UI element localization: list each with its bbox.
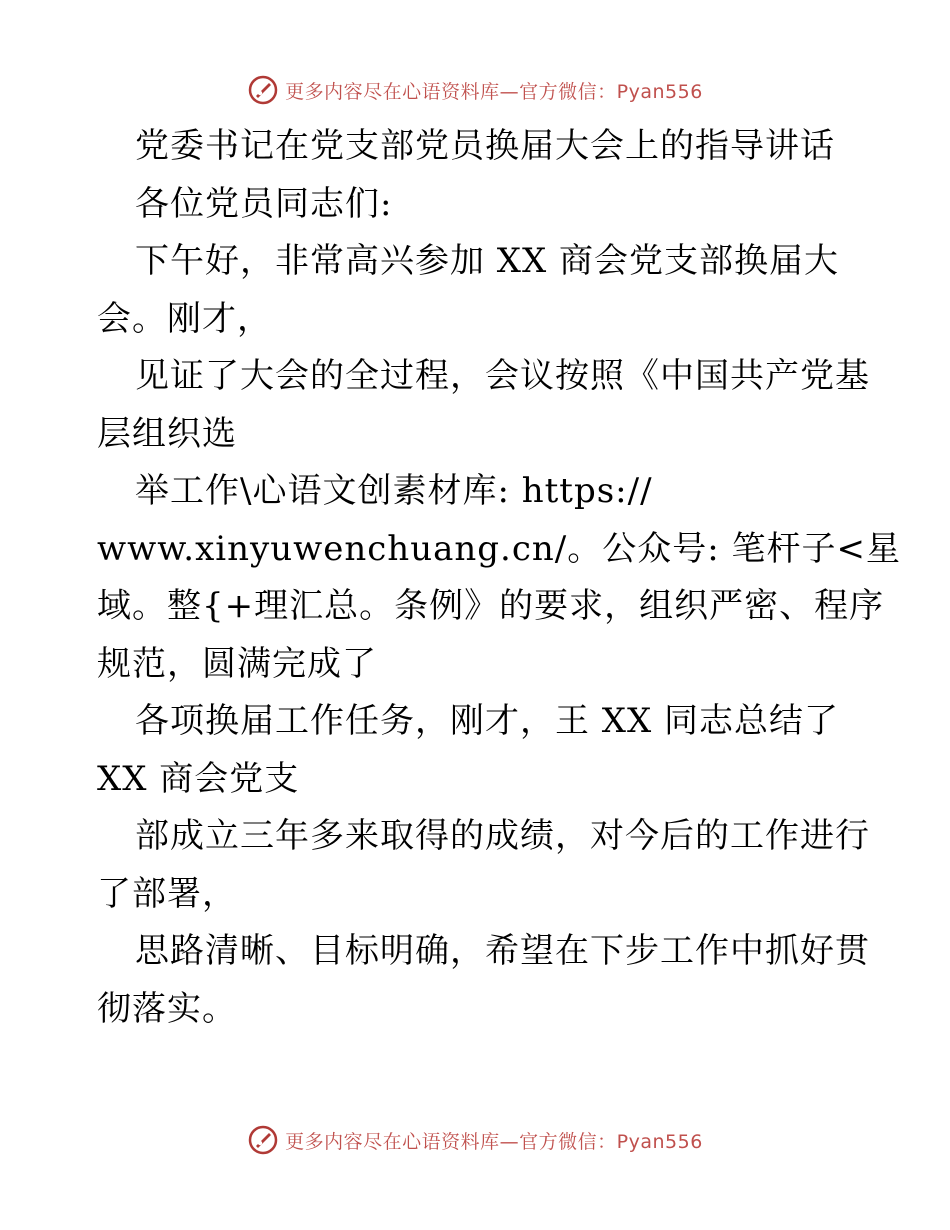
paragraph-line: 下午好，非常高兴参加 XX 商会党支部换届大	[135, 241, 840, 281]
brand-logo-icon	[247, 1124, 279, 1156]
header-banner-text: 更多内容尽在心语资料库—官方微信：Pyan556	[285, 80, 703, 103]
brand-logo-icon	[247, 74, 279, 106]
paragraph-line: 部成立三年多来取得的成绩，对今后的工作进行	[135, 816, 870, 856]
paragraph-line: 彻落实。	[97, 988, 237, 1029]
footer-banner-text: 更多内容尽在心语资料库—官方微信：Pyan556	[285, 1130, 703, 1153]
paragraph-line: 思路清晰、目标明确，希望在下步工作中抓好贯	[135, 931, 870, 971]
paragraph-line: 层组织选	[97, 413, 237, 454]
salutation: 各位党员同志们:	[135, 183, 393, 224]
header-banner	[0, 70, 950, 110]
document-body	[97, 118, 901, 1038]
footer-banner	[0, 1120, 950, 1160]
paragraph-line: 各项换届工作任务，刚才，王 XX 同志总结了	[135, 701, 840, 741]
paragraph-line: 域。整{+理汇总。条例》的要求，组织严密、程序	[97, 586, 885, 626]
paragraph-line: 举工作\心语文创素材库: https://	[135, 471, 653, 511]
paragraph-line: 见证了大会的全过程，会议按照《中国共产党基	[135, 356, 870, 396]
paragraph-line: 规范，圆满完成了	[97, 643, 377, 684]
paragraph-line: XX 商会党支	[97, 758, 300, 799]
paragraph-line: 了部署，	[97, 873, 237, 914]
document-title: 党委书记在党支部党员换届大会上的指导讲话	[135, 126, 835, 166]
paragraph-line: www.xinyuwenchuang.cn/。公众号: 笔杆子<星	[97, 528, 901, 569]
paragraph-line: 会。刚才，	[97, 298, 272, 339]
